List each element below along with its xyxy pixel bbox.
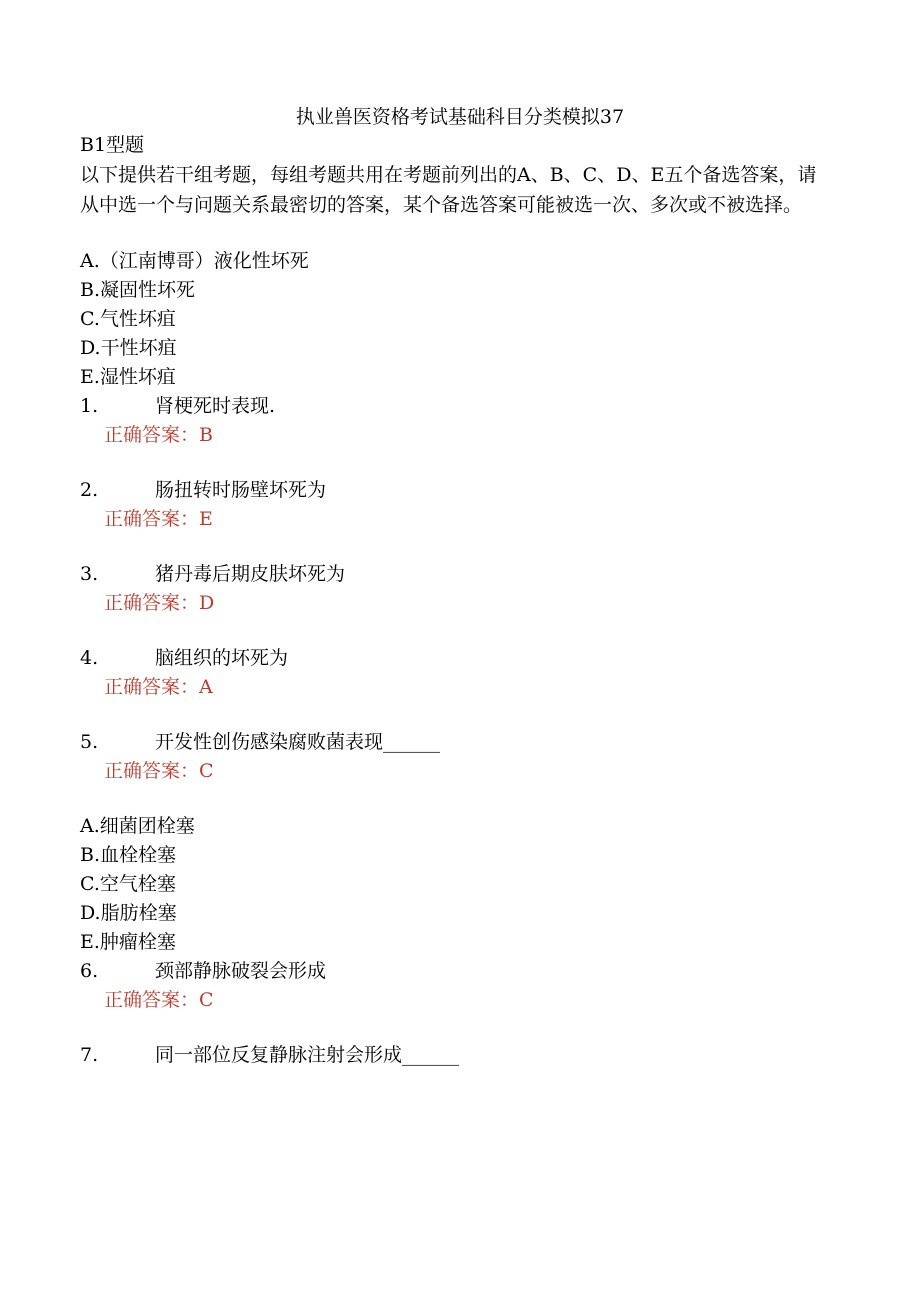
question-3 xyxy=(80,561,345,587)
option-e: E.湿性坏疽 xyxy=(80,366,176,388)
question-2 xyxy=(80,477,326,503)
question-number: 4. xyxy=(80,647,99,669)
instructions-paragraph: 以下提供若干组考题，每组考题共用在考题前列出的A、B、C、D、E五个备选答案，请从中选一个与问题关系最密切的答案，某个备选答案可能被选一次、多次或不被选择。 xyxy=(80,164,817,216)
answer-label: 正确答案： xyxy=(104,760,200,782)
answer-1 xyxy=(104,422,213,448)
question-text: 开发性创伤感染腐败菌表现______ xyxy=(155,731,441,753)
answer-label: 正确答案： xyxy=(104,676,200,698)
answer-4 xyxy=(104,674,213,700)
answer-value: C xyxy=(199,760,214,782)
question-6 xyxy=(80,958,326,984)
question-1 xyxy=(80,393,275,419)
option-a: A.细菌团栓塞 xyxy=(80,815,195,837)
question-number: 5. xyxy=(80,731,99,753)
answer-6 xyxy=(104,987,214,1013)
answer-value: C xyxy=(199,989,214,1011)
answer-2 xyxy=(104,506,213,532)
answer-label: 正确答案： xyxy=(104,508,200,530)
question-text: 肾梗死时表现. xyxy=(155,395,276,417)
answer-value: E xyxy=(199,508,213,530)
section-heading: B1型题 xyxy=(80,134,145,156)
question-4 xyxy=(80,645,288,671)
answer-label: 正确答案： xyxy=(104,989,200,1011)
question-5 xyxy=(80,729,440,755)
answer-value: D xyxy=(199,592,215,614)
option-a: A.（江南博哥）液化性坏死 xyxy=(80,250,309,272)
question-number: 1. xyxy=(80,395,99,417)
question-number: 3. xyxy=(80,563,99,585)
question-text: 同一部位反复静脉注射会形成______ xyxy=(155,1044,460,1066)
page-title: 执业兽医资格考试基础科目分类模拟37 xyxy=(295,106,625,128)
answer-value: B xyxy=(199,424,213,446)
option-c: C.气性坏疽 xyxy=(80,308,176,330)
option-d: D.脂肪栓塞 xyxy=(80,902,177,924)
question-number: 7. xyxy=(80,1044,99,1066)
answer-label: 正确答案： xyxy=(104,592,200,614)
option-b: B.血栓栓塞 xyxy=(80,844,177,866)
question-number: 6. xyxy=(80,960,99,982)
option-b: B.凝固性坏死 xyxy=(80,279,196,301)
question-text: 猪丹毒后期皮肤坏死为 xyxy=(155,563,346,585)
answer-value: A xyxy=(199,676,213,698)
answer-5 xyxy=(104,758,214,784)
question-text: 肠扭转时肠壁坏死为 xyxy=(155,479,327,501)
question-text: 颈部静脉破裂会形成 xyxy=(155,960,327,982)
question-7 xyxy=(80,1042,459,1068)
question-number: 2. xyxy=(80,479,99,501)
option-c: C.空气栓塞 xyxy=(80,873,176,895)
option-e: E.肿瘤栓塞 xyxy=(80,931,176,953)
answer-label: 正确答案： xyxy=(104,424,200,446)
option-d: D.干性坏疽 xyxy=(80,337,177,359)
answer-3 xyxy=(104,590,214,616)
question-text: 脑组织的坏死为 xyxy=(155,647,289,669)
